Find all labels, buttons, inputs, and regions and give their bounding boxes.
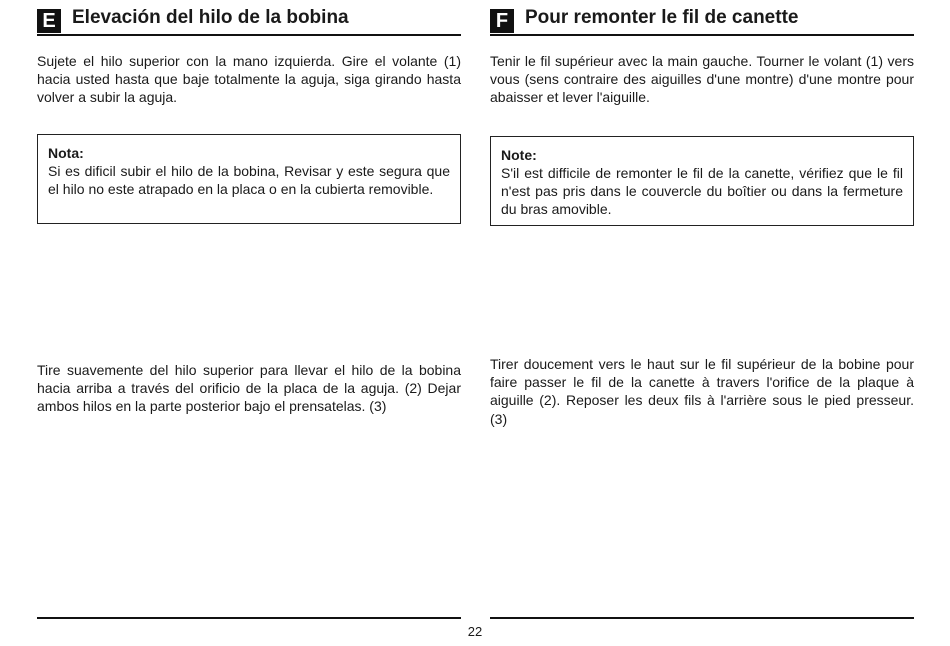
footer-rule-left bbox=[37, 617, 461, 619]
footer-rule-right bbox=[490, 617, 914, 619]
section-header-fr bbox=[490, 6, 914, 36]
instruction-paragraph-2-fr: Tirer doucement vers le haut sur le fil supérieur de la bobine pour faire passer le fil de la canette à travers l'orifice de la plaque à aiguille (2). Reposer les deux fils à l'arrière sous le pied presseur. (3) bbox=[490, 356, 914, 427]
instruction-paragraph-1-es: Sujete el hilo superior con la mano izquierda. Gire el volante (1) hacia usted hasta que baje totalmente la aguja, siga girando hasta volver a subir la aguja. bbox=[37, 53, 461, 106]
instruction-paragraph-2-es: Tire suavemente del hilo superior para llevar el hilo de la bobina hacia arriba a través del orificio de la placa de la aguja. (2) Dejar ambos hilos en la parte posterior bajo el prensatelas. (3) bbox=[37, 362, 461, 415]
section-title-fr: Pour remonter le fil de canette bbox=[525, 7, 799, 28]
note-text-fr: S'il est difficile de remonter le fil de la canette, vérifiez que le fil n'est pas pris dans le couvercle du boîtier ou dans la fermeture du bras amovible. bbox=[501, 165, 903, 218]
note-label-fr: Note: bbox=[501, 147, 537, 163]
section-title-es: Elevación del hilo de la bobina bbox=[72, 7, 349, 28]
language-badge-f: F bbox=[490, 9, 514, 33]
section-header-es bbox=[37, 6, 461, 36]
note-label-es: Nota: bbox=[48, 145, 84, 161]
instruction-paragraph-1-fr: Tenir le fil supérieur avec la main gauche. Tourner le volant (1) vers vous (sens contraire des aiguilles d'une montre) d'une montre pour abaisser et lever l'aiguille. bbox=[490, 53, 914, 106]
note-box-fr bbox=[490, 136, 914, 226]
language-badge-e: E bbox=[37, 9, 61, 33]
note-box-es bbox=[37, 134, 461, 224]
note-text-es: Si es dificil subir el hilo de la bobina, Revisar y este segura que el hilo no este atrapado en la placa o en la cubierta removible. bbox=[48, 163, 450, 198]
page-number: 22 bbox=[467, 624, 483, 639]
